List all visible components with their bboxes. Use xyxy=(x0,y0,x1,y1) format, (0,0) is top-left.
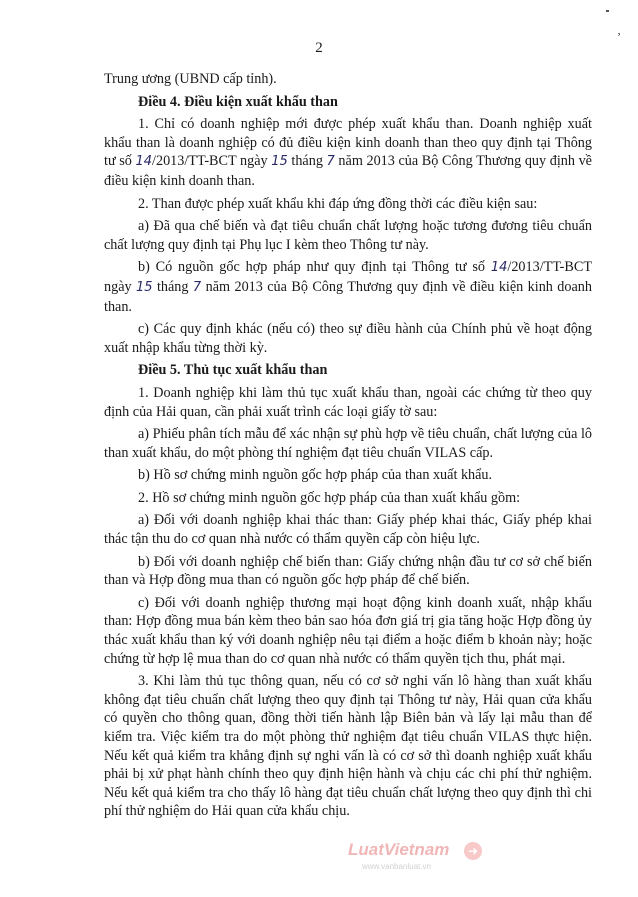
document-body xyxy=(104,70,592,825)
clause-text: b) Có nguồn gốc hợp pháp như quy định tại Thông tư số xyxy=(138,259,491,276)
article-4-clause-2: 2. Than được phép xuất khẩu khi đáp ứng đồng thời các điều kiện sau: xyxy=(138,195,538,212)
article-5-clause-2b: b) Đối với doanh nghiệp chế biến than: Giấy chứng nhận đầu tư cơ sở chế biến than và Hợp đồng mua than có nguồn gốc hợp pháp để chế biến. xyxy=(104,553,592,589)
article-5-clause-1b: b) Hồ sơ chứng minh nguồn gốc hợp pháp của than xuất khẩu. xyxy=(138,467,493,484)
article-5-clause-3: 3. Khi làm thủ tục thông quan, nếu có cơ sở nghi vấn lô hàng than xuất khẩu không đạt tiêu chuẩn chất lượng theo quy định tại Thông tư này, Hải quan cửa khẩu có quyền cho thông quan, đồng thời tiến hành lập Biên bản và lấy lại mẫu than để kiểm tra. Việc kiểm tra do một phòng thử nghiệm đạt tiêu chuẩn VILAS thực hiện. Nếu kết quả kiểm tra khẳng định sự nghi vấn là có cơ sở thì doanh nghiệp xuất khẩu phải bị xử phạt hành chính theo quy định hiện hành và chịu các chi phí thử nghiệm. Nếu kết quả kiểm tra cho thấy lô hàng đạt tiêu chuẩn chất lượng theo quy định thì chi phí thử nghiệm do Hải quan cửa khẩu chịu. xyxy=(104,673,592,820)
handwritten-day: 15 xyxy=(136,279,153,295)
clause-text: năm 2013 của Bộ Công Thương quy định về điều kiện kinh doanh than. xyxy=(104,153,592,189)
clause-text: tháng xyxy=(152,278,193,295)
article-4-heading: Điều 4. Điều kiện xuất khẩu than xyxy=(138,93,338,110)
arrow-icon: ➜ xyxy=(464,842,482,860)
page-number: 2 xyxy=(315,40,323,56)
article-4-clause-2c: c) Các quy định khác (nếu có) theo sự điều hành của Chính phủ về hoạt động xuất nhập khẩu từng thời kỳ. xyxy=(104,321,592,356)
article-5-heading: Điều 5. Thủ tục xuất khẩu than xyxy=(138,362,328,379)
handwritten-month: 7 xyxy=(326,154,335,170)
article-4-clause-2b xyxy=(104,258,592,316)
clause-text: tháng xyxy=(287,153,327,170)
clause-text: 1. Chỉ có doanh nghiệp mới được phép xuất khẩu than. Doanh nghiệp xuất khẩu than là doanh nghiệp có đủ điều kiện kinh doanh than theo quy định tại Thông tư số xyxy=(104,116,592,170)
article-5-clause-2: 2. Hồ sơ chứng minh nguồn gốc hợp pháp của than xuất khẩu gồm: xyxy=(138,489,521,506)
article-4-clause-2a: a) Đã qua chế biến và đạt tiêu chuẩn chất lượng hoặc tương đương tiêu chuẩn chất lượng quy định tại Phụ lục I kèm theo Thông tư này. xyxy=(104,218,592,253)
watermark-url: www.vanbanluat.vn xyxy=(362,862,431,871)
watermark xyxy=(348,840,498,884)
article-5-clause-1a: a) Phiếu phân tích mẫu để xác nhận sự phù hợp về tiêu chuẩn, chất lượng của lô than xuất khẩu, do một phòng thí nghiệm đạt tiêu chuẩn VILAS cấp. xyxy=(104,426,592,461)
paragraph-continuation: Trung ương (UBND cấp tỉnh). xyxy=(104,71,277,87)
clause-text: /2013/TT-BCT ngày xyxy=(104,259,592,295)
scan-speck xyxy=(606,10,609,12)
watermark-brand: LuatVietnam xyxy=(348,840,450,859)
corner-mark: ʼ xyxy=(617,30,621,44)
article-5-clause-2a: a) Đối với doanh nghiệp khai thác than: Giấy phép khai thác, Giấy phép khai thác tận thu do cơ quan nhà nước có thẩm quyền cấp còn hiệu lực. xyxy=(104,512,592,548)
handwritten-month: 7 xyxy=(192,279,202,295)
handwritten-day: 15 xyxy=(271,154,288,170)
handwritten-number: 14 xyxy=(490,260,508,276)
article-5-clause-2c: c) Đối với doanh nghiệp thương mại hoạt động kinh doanh xuất, nhập khẩu than: Hợp đồng mua bán kèm theo bản sao hóa đơn giá trị gia tăng hoặc Hợp đồng ủy thác xuất khẩu than ký với doanh nghiệp nêu tại điểm a hoặc điểm b khoản này; hoặc chứng từ hợp lệ mua than do cơ quan nhà nước có thẩm quyền tịch thu, phát mại. xyxy=(104,594,592,667)
handwritten-number: 14 xyxy=(135,154,153,170)
clause-text: năm 2013 của Bộ Công Thương quy định về điều kiện kinh doanh than. xyxy=(104,278,592,315)
clause-text: /2013/TT-BCT ngày xyxy=(152,153,272,170)
article-5-clause-1: 1. Doanh nghiệp khi làm thủ tục xuất khẩu than, ngoài các chứng từ theo quy định của Hải quan, cần phải xuất trình các loại giấy tờ sau: xyxy=(104,384,592,420)
article-4-clause-1 xyxy=(104,115,592,190)
